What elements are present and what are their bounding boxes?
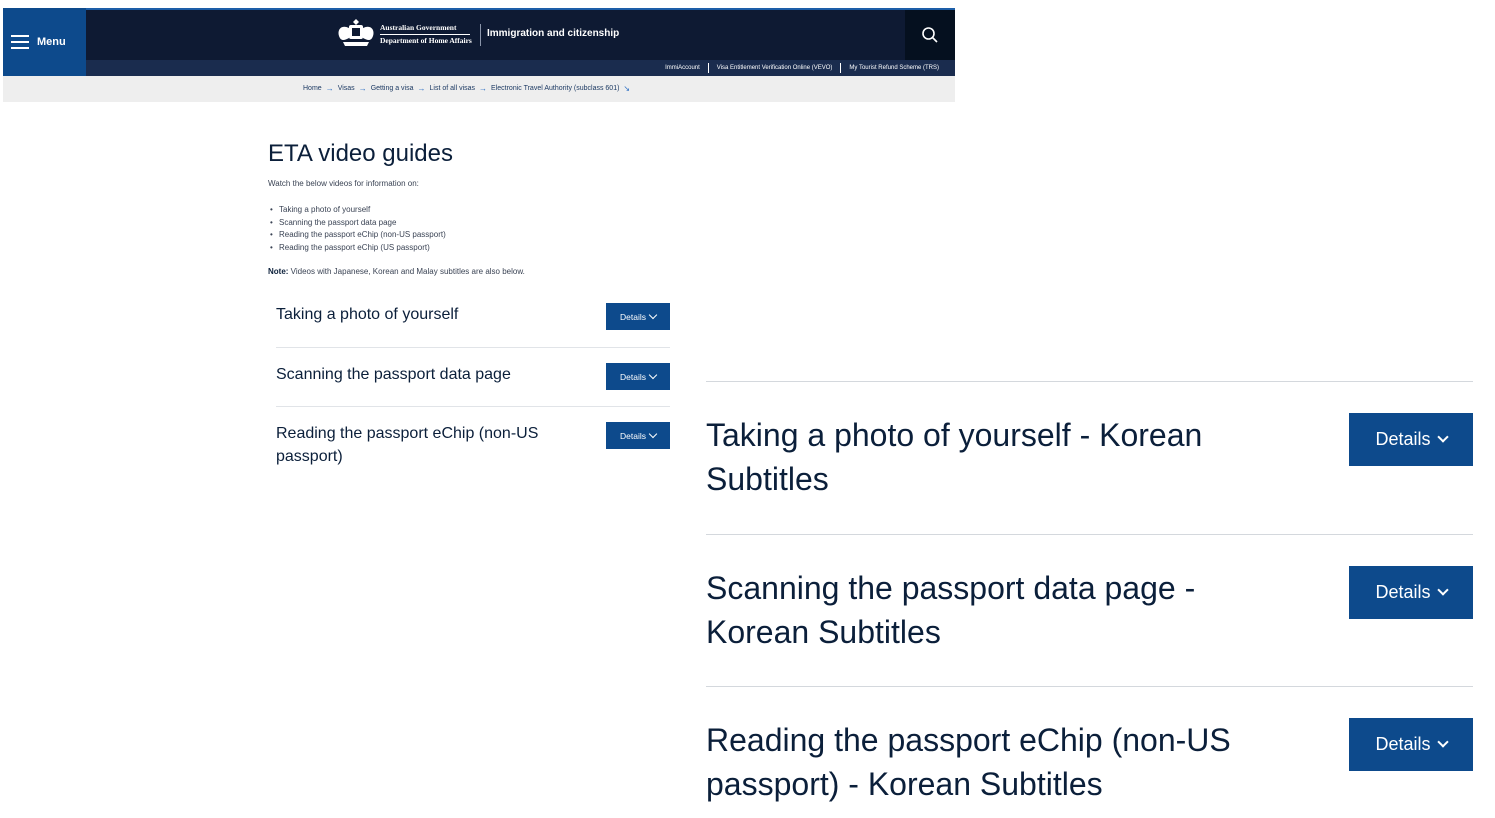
link-trs[interactable]: My Tourist Refund Scheme (TRS) (849, 65, 939, 71)
utility-bar (3, 60, 955, 76)
arrow-right-icon: → (358, 84, 367, 93)
breadcrumb (303, 84, 630, 93)
topic-list (270, 204, 446, 254)
arrow-right-icon: → (325, 84, 334, 93)
accordion-item (706, 718, 1473, 806)
details-button[interactable] (1349, 566, 1473, 619)
page-title: ETA video guides (268, 140, 454, 167)
divider (706, 534, 1473, 535)
government-wordmark (380, 22, 472, 47)
breadcrumb-visas[interactable]: Visas (337, 85, 355, 92)
chevron-down-icon (1437, 736, 1448, 747)
accordion-title: Reading the passport eChip (non-US passport) (276, 425, 539, 465)
list-item: • Reading the passport eChip (US passport) (270, 242, 446, 255)
divider (706, 686, 1473, 687)
list-item: • Taking a photo of yourself (270, 204, 446, 217)
accordion-title: Taking a photo of yourself (276, 306, 459, 323)
accordion-item (706, 566, 1473, 654)
breadcrumb-getting-a-visa[interactable]: Getting a visa (370, 85, 414, 92)
breadcrumb-bar (3, 76, 955, 102)
search-icon (921, 26, 939, 44)
header-divider (480, 24, 481, 46)
chevron-down-icon (1437, 584, 1448, 595)
link-vevo[interactable]: Visa Entitlement Verification Online (VEVO) (716, 65, 833, 71)
gov-line-1: Australian Government (380, 23, 457, 32)
breadcrumb-eta[interactable]: Electronic Travel Authority (subclass 601) (491, 85, 620, 92)
breadcrumb-list-of-all-visas[interactable]: List of all visas (429, 85, 476, 92)
accordion-item (276, 363, 670, 386)
details-label: Details (1375, 582, 1431, 602)
arrow-down-right-icon: ↘ (623, 84, 631, 93)
coat-of-arms-logo[interactable] (333, 16, 379, 50)
menu-label: Menu (37, 36, 66, 48)
accordion-item (276, 422, 670, 468)
intro-text: Watch the below videos for information on: (268, 179, 419, 188)
accordion-item (276, 303, 670, 326)
list-item: • Scanning the passport data page (270, 217, 446, 230)
breadcrumb-home[interactable]: Home (303, 85, 322, 92)
details-button[interactable] (1349, 718, 1473, 771)
site-header (3, 8, 955, 60)
note-label: Note: (268, 267, 289, 276)
arrow-right-icon: → (479, 84, 488, 93)
site-name-link[interactable]: Immigration and citizenship (487, 28, 620, 39)
details-button[interactable] (606, 422, 670, 449)
details-button[interactable] (606, 303, 670, 330)
list-item: • Reading the passport eChip (non-US passport) (270, 229, 446, 242)
details-label: Details (620, 430, 646, 441)
accordion-title: Reading the passport eChip (non-US passport) - Korean Subtitles (706, 722, 1231, 802)
divider (706, 381, 1473, 382)
menu-button[interactable] (3, 8, 86, 76)
note-body: Videos with Japanese, Korean and Malay subtitles are also below. (288, 267, 525, 276)
chevron-down-icon (1437, 431, 1448, 442)
details-label: Details (620, 311, 646, 322)
chevron-down-icon (649, 371, 657, 379)
details-label: Details (1375, 429, 1431, 449)
details-label: Details (1375, 734, 1431, 754)
search-button[interactable] (905, 10, 955, 60)
note-text (268, 267, 525, 276)
chevron-down-icon (649, 311, 657, 319)
details-button[interactable] (1349, 413, 1473, 466)
arrow-right-icon: → (417, 84, 426, 93)
gov-line-2: Department of Home Affairs (380, 36, 472, 45)
divider (276, 347, 670, 348)
divider (276, 406, 670, 407)
details-button[interactable] (606, 363, 670, 390)
link-immiaccount[interactable]: ImmiAccount (665, 65, 700, 71)
details-label: Details (620, 371, 646, 382)
chevron-down-icon (649, 430, 657, 438)
accordion-title: Scanning the passport data page - Korean Subtitles (706, 570, 1196, 650)
accordion-title: Scanning the passport data page (276, 366, 511, 383)
accordion-item (706, 413, 1473, 501)
accordion-title: Taking a photo of yourself - Korean Subtitles (706, 417, 1203, 497)
hamburger-icon (11, 35, 29, 49)
